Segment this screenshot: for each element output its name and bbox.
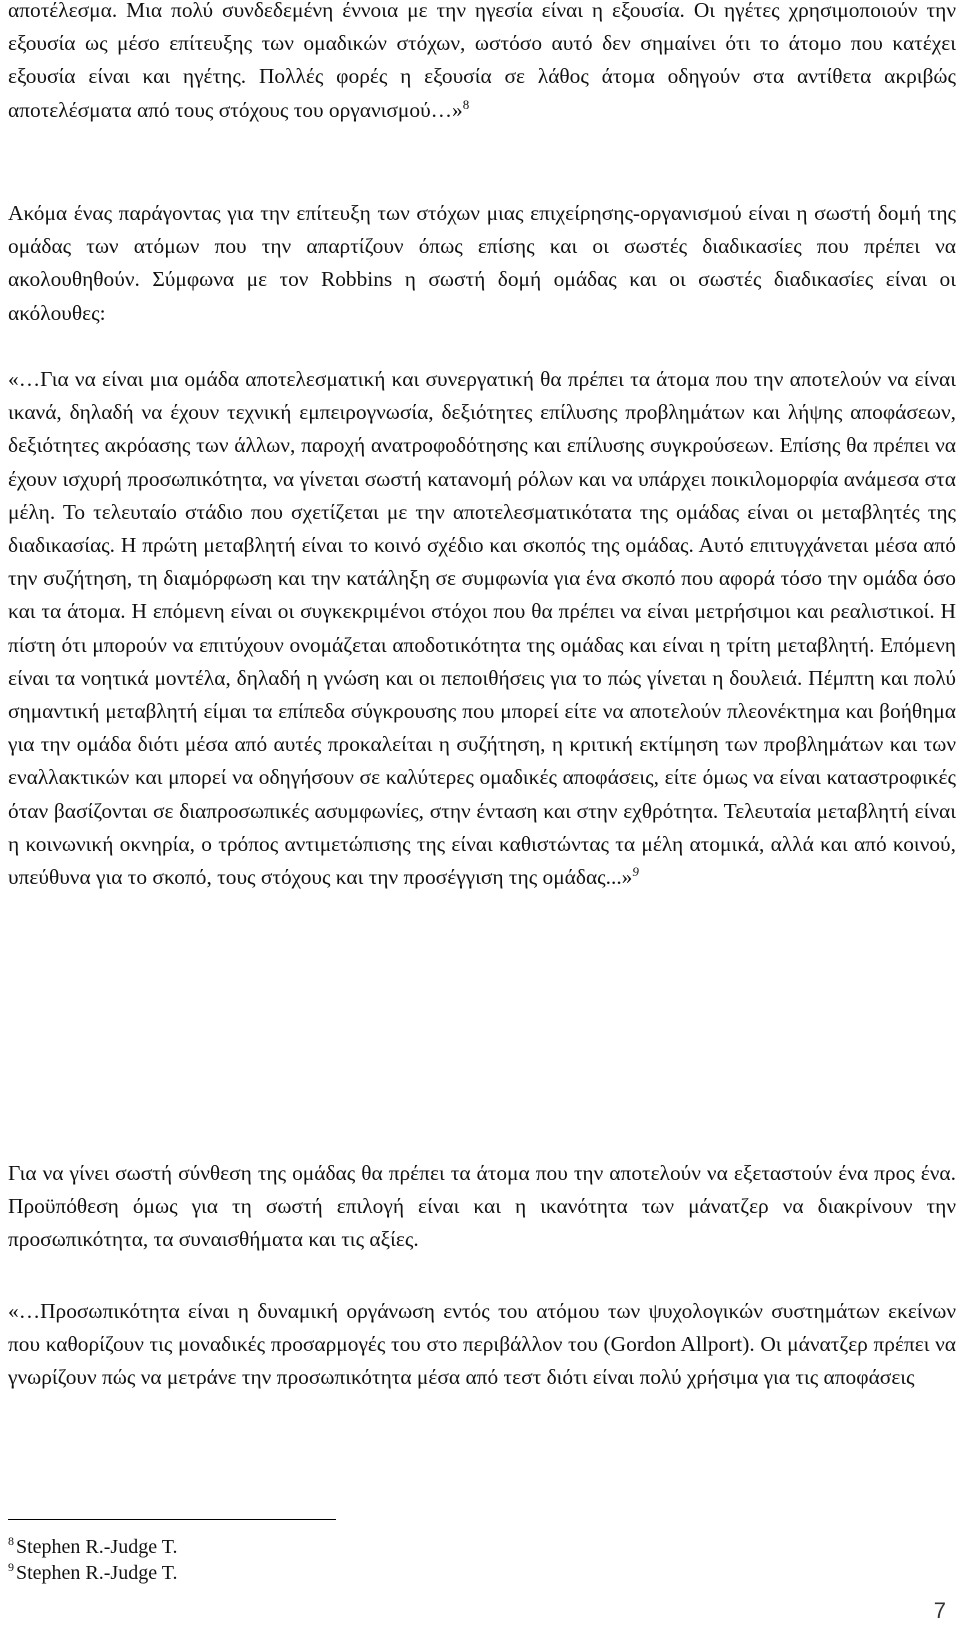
page-number: 7 xyxy=(933,1598,946,1623)
footnote-number: 8 xyxy=(8,1534,14,1549)
paragraph-2 xyxy=(8,197,956,330)
paragraph-1-text: αποτέλεσμα. Μια πολύ συνδεδεμένη έννοια με την ηγεσία είναι η εξουσία. Οι ηγέτες χρησιμοποιούν την εξουσία ως μέσο επίτευξης των ομαδικών στόχων, ωστόσο αυτό δεν σημαίνει ότι το άτομο που κατέχει εξουσία είναι και ηγέτης. Πολλές φορές η εξουσία σε λάθος άτομα οδηγούν στα αντίθετα ακριβώς αποτελέσματα από τους στόχους του οργανισμού…» xyxy=(8,0,956,122)
paragraph-3-quote xyxy=(8,363,956,894)
paragraph-1 xyxy=(8,0,956,127)
footnote-text: Stephen R.-Judge T. xyxy=(16,1536,178,1558)
paragraph-5-quote xyxy=(8,1295,956,1395)
paragraph-3-text: «…Για να είναι μια ομάδα αποτελεσματική και συνεργατική θα πρέπει τα άτομα που την αποτελούν να είναι ικανά, δηλαδή να έχουν τεχνική εμπειρογνωσία, δεξιότητες επίλυσης προβλημάτων και λήψης αποφάσεων, δεξιότητες ακρόασης των άλλων, παροχή ανατροφοδότησης και επίλυσης συγκρούσεων. Επίσης θα πρέπει να έχουν ισχυρή προσωπικότητα, να γίνεται σωστή κατανομή ρόλων και να υπάρχει ποικιλομορφία ανάμεσα στα μέλη. Το τελευταίο στάδιο που σχετίζεται με την αποτελεσματικότατα της ομάδας είναι οι μεταβλητές της διαδικασίας. Η πρώτη μεταβλητή είναι το κοινό σχέδιο και σκοπός της ομάδας. Αυτό επιτυγχάνεται μέσα από την συζήτηση, τη διαμόρφωση και την κατάληξη σε συμφωνία για ένα σκοπό που αφορά τόσο την ομάδα όσο και τα άτομα. Η επόμενη είναι οι συγκεκριμένοι στόχοι που θα πρέπει να είναι μετρήσιμοι και ρεαλιστικοί. Η πίστη ότι μπορούν να επιτύχουν ονομάζεται αποδοτικότητα της ομάδας και είναι η τρίτη μεταβλητή. Επόμενη είναι τα νοητικά μοντέλα, δηλαδή η γνώση και οι πεποιθήσεις για το πώς γίνεται η δουλειά. Πέμπτη και πολύ σημαντική μεταβλητή είμαι τα επίπεδα σύγκρουσης που μπορεί είτε να αποτελούν πλεονέκτημα και βοήθημα για την ομάδα διότι μέσα από αυτές προκαλείται η συζήτηση, η κριτική εκτίμηση των προβλημάτων και των εναλλακτικών και μπορεί να οδηγήσουν σε καλύτερες ομαδικές αποφάσεις, είτε όμως να είναι καταστροφικές όταν βασίζονται σε διαπροσωπικές ασυμφωνίες, στην ένταση και στην εχθρότητα. Τελευταία μεταβλητή είναι η κοινωνική οκνηρία, ο τρόπος αντιμετώπισης της είναι καθιστώντας τα μέλη ατομικά, αλλά και από κοινού, υπεύθυνα για το σκοπό, τους στόχους και την προσέγγιση της ομάδας...» xyxy=(8,367,956,890)
footnote-marker-9: 9 xyxy=(632,863,639,879)
footnote-divider xyxy=(8,1519,336,1520)
paragraph-2-text: Ακόμα ένας παράγοντας για την επίτευξη των στόχων μιας επιχείρησης-οργανισμού είναι η σωστή δομή της ομάδας των ατόμων που την απαρτίζουν όπως επίσης και οι σωστές διαδικασίες που πρέπει να ακολουθηθούν. Σύμφωνα με τον Robbins η σωστή δομή ομάδας και οι σωστές διαδικασίες είναι οι ακόλουθες: xyxy=(8,201,956,325)
footnote-8 xyxy=(8,1536,177,1558)
paragraph-4 xyxy=(8,1157,956,1257)
footnote-text: Stephen R.-Judge T. xyxy=(16,1562,178,1584)
paragraph-4-text: Για να γίνει σωστή σύνθεση της ομάδας θα πρέπει τα άτομα που την αποτελούν να εξεταστούν ένα προς ένα. Προϋπόθεση όμως για τη σωστή επιλογή είναι και η ικανότητα των μάνατζερ να διακρίνουν την προσωπικότητα, τα συναισθήματα και τις αξίες. xyxy=(8,1161,956,1252)
footnote-9 xyxy=(8,1562,177,1584)
paragraph-5-text: «…Προσωπικότητα είναι η δυναμική οργάνωση εντός του ατόμου των ψυχολογικών συστημάτων εκείνων που καθορίζουν τις μοναδικές προσαρμογές του στο περιβάλλον του (Gordon Allport). Οι μάνατζερ πρέπει να γνωρίζουν πώς να μετράνε την προσωπικότητα μέσα από τεστ διότι είναι πολύ χρήσιμα για τις αποφάσεις xyxy=(8,1299,956,1390)
footnote-marker-8: 8 xyxy=(462,96,470,112)
footnote-number: 9 xyxy=(8,1560,14,1575)
